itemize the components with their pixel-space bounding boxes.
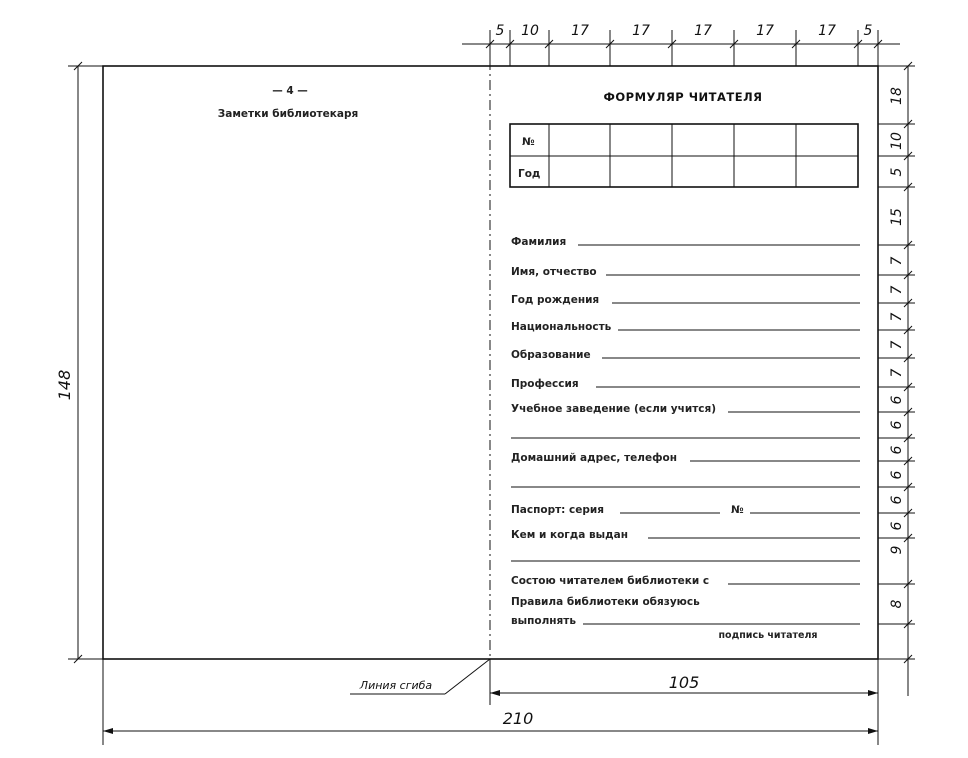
top-dim-1: 5 [495,23,505,39]
field-issued-label: Кем и когда выдан [511,529,628,541]
field-name-label: Имя, отчество [511,266,597,278]
right-dim-15: 6 [889,521,905,531]
grid-row-year: Год [518,168,541,180]
right-dim-6: 7 [889,285,905,295]
bottom-dimensions [103,659,878,745]
field-nationality-label: Национальность [511,321,612,333]
fold-line-label: Линия сгиба [359,679,433,692]
right-dim-3: 5 [889,167,905,177]
half-width-dim-label: 105 [668,673,700,692]
field-birth-year-label: Год рождения [511,294,600,306]
top-dim-3: 17 [571,23,589,39]
right-dim-10: 6 [889,395,905,405]
card-title: ФОРМУЛЯР ЧИТАТЕЛЯ [603,90,763,104]
right-dim-16: 9 [889,545,905,555]
field-surname-label: Фамилия [511,236,567,248]
top-dim-4: 17 [632,23,650,39]
top-dim-2: 10 [521,23,539,39]
top-dim-6: 17 [756,23,774,39]
field-address-label: Домашний адрес, телефон [511,452,677,464]
right-dim-11: 6 [889,420,905,430]
full-width-dim-label: 210 [502,709,534,728]
right-dim-12: 6 [889,445,905,455]
right-dim-2: 10 [889,132,905,150]
right-dim-8: 7 [889,340,905,350]
right-dim-13: 6 [889,470,905,480]
right-dim-14: 6 [889,495,905,505]
top-dim-5: 17 [694,23,712,39]
field-school-label: Учебное заведение (если учится) [511,403,717,415]
field-rules-label-1: Правила библиотеки обязуюсь [511,596,700,608]
field-profession-label: Профессия [511,378,579,390]
field-member-since-label: Состою читателем библиотеки с [511,575,710,587]
height-dim-label: 148 [55,369,74,401]
field-passport-number-label: № [731,504,744,516]
right-dim-5: 7 [889,256,905,266]
field-passport-label: Паспорт: серия [511,504,604,516]
right-dim-7: 7 [889,312,905,322]
number-year-grid [510,124,858,187]
grid-row-number: № [522,136,535,148]
right-dim-17: 8 [889,599,905,609]
right-dim-1: 18 [889,87,905,105]
right-dim-9: 7 [889,368,905,378]
librarian-notes-heading: Заметки библиотекаря [217,108,359,120]
left-height-dimension [68,62,103,663]
field-education-label: Образование [511,349,591,361]
top-dim-8: 5 [863,23,873,39]
field-rules-label-2: выполнять [511,615,577,627]
signature-caption: подпись читателя [718,630,818,641]
top-dim-7: 17 [818,23,836,39]
page-number: — 4 — [272,85,308,97]
right-dim-4: 15 [889,208,905,226]
